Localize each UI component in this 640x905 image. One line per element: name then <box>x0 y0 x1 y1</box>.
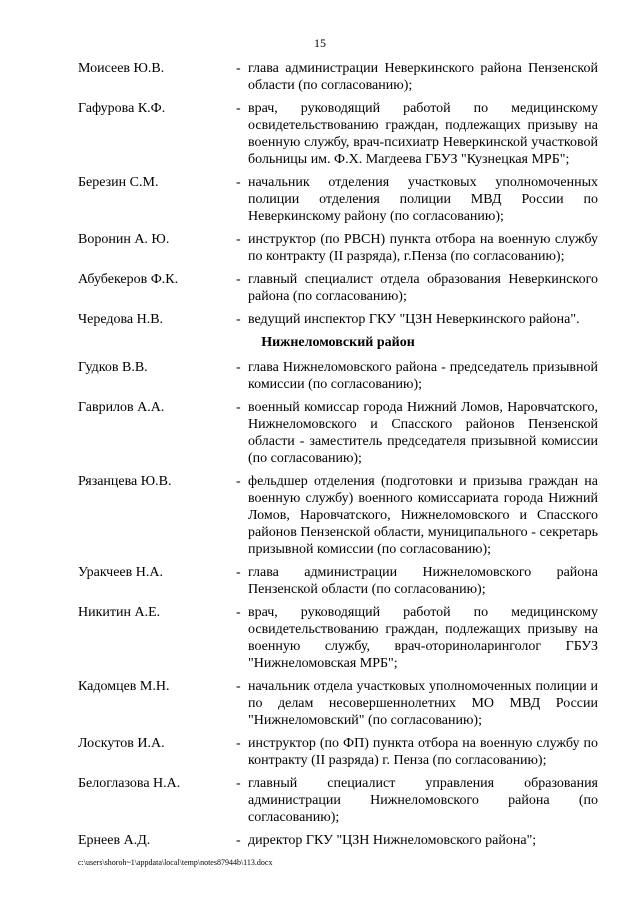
member-dash: - <box>236 474 241 489</box>
member-role: фельдшер отделения (подготовки и призыва граждан на военную службу) военного комиссариата города Нижний Ломов, Наровчатского, Нижнеломовского и Спасского районов Пензенской области, муниципального - секретарь призывной комиссии (по согласованию); <box>248 474 598 557</box>
member-dash: - <box>236 312 241 327</box>
member-row <box>78 231 598 265</box>
member-dash: - <box>236 175 241 190</box>
member-row <box>78 735 598 769</box>
member-role: начальник отдела участковых уполномоченных полиции и по делам несовершеннолетних МО МВД России "Нижнеломовский" (по согласованию); <box>248 679 598 728</box>
member-row <box>78 564 598 598</box>
member-role: инструктор (по ФП) пункта отбора на военную службу по контракту (II разряда) г. Пенза (по согласованию); <box>248 736 598 768</box>
member-dash: - <box>236 232 241 247</box>
member-role: ведущий инспектор ГКУ "ЦЗН Неверкинского района". <box>248 312 580 327</box>
member-name: Гудков В.В. <box>78 360 148 375</box>
member-row <box>78 832 598 849</box>
member-name: Лоскутов И.А. <box>78 736 165 751</box>
member-role: врач, руководящий работой по медицинскому освидетельствованию граждан, подлежащих призыву на военную службу, врач-оториноларинголог ГБУЗ "Нижнеломовская МРБ"; <box>248 605 598 671</box>
member-dash: - <box>236 61 241 76</box>
member-row <box>78 271 598 305</box>
member-name: Рязанцева Ю.В. <box>78 474 172 489</box>
member-row <box>78 311 598 328</box>
member-name: Кадомцев М.Н. <box>78 679 170 694</box>
member-name: Моисеев Ю.В. <box>78 61 165 76</box>
member-role: глава Нижнеломовского района - председатель призывной комиссии (по согласованию); <box>248 360 598 392</box>
member-name: Уракчеев Н.А. <box>78 565 163 580</box>
member-row <box>78 473 598 558</box>
member-role: военный комиссар города Нижний Ломов, Наровчатского, Нижнеломовского и Спасского районов Пензенской области - заместитель председателя призывной комиссии (по согласованию); <box>248 400 598 466</box>
member-dash: - <box>236 360 241 375</box>
member-row <box>78 604 598 672</box>
member-name: Гафурова К.Ф. <box>78 101 166 116</box>
member-role: главный специалист управления образования администрации Нижнеломовского района (по согласованию); <box>248 776 598 825</box>
member-dash: - <box>236 679 241 694</box>
member-row <box>78 60 598 94</box>
footer-file-path: c:\users\shoroh~1\appdata\local\temp\notes87944b\113.docx <box>78 858 273 867</box>
member-role: начальник отделения участковых уполномоченных полиции отделения полиции МВД России по Неверкинскому району (по согласованию); <box>248 175 598 224</box>
member-dash: - <box>236 776 241 791</box>
member-dash: - <box>236 605 241 620</box>
member-dash: - <box>236 833 241 848</box>
member-row <box>78 174 598 225</box>
member-row <box>78 359 598 393</box>
member-role: главный специалист отдела образования Неверкинского района (по согласованию); <box>248 272 598 304</box>
section-title: Нижнеломовский район <box>261 335 415 350</box>
member-dash: - <box>236 101 241 116</box>
member-role: директор ГКУ "ЦЗН Нижнеломовского района"; <box>248 833 537 848</box>
member-dash: - <box>236 272 241 287</box>
member-role: глава администрации Нижнеломовского района Пензенской области (по согласованию); <box>248 565 598 597</box>
member-name: Чередова Н.В. <box>78 312 164 327</box>
member-name: Гаврилов А.А. <box>78 400 165 415</box>
member-dash: - <box>236 565 241 580</box>
page-number: 15 <box>314 36 326 50</box>
member-name: Белоглазова Н.А. <box>78 776 181 791</box>
member-role: врач, руководящий работой по медицинскому освидетельствованию граждан, подлежащих призыву на военную службу, врач-психиатр Неверкинской участковой больницы им. Ф.Х. Магдеева ГБУЗ "Кузнецкая МРБ"; <box>248 101 598 167</box>
member-name: Воронин А. Ю. <box>78 232 170 247</box>
member-row <box>78 678 598 729</box>
member-dash: - <box>236 736 241 751</box>
member-name: Ернеев А.Д. <box>78 833 151 848</box>
member-name: Никитин А.Е. <box>78 605 161 620</box>
member-name: Березин С.М. <box>78 175 159 190</box>
member-dash: - <box>236 400 241 415</box>
member-name: Абубекеров Ф.К. <box>78 272 179 287</box>
member-list <box>78 60 598 855</box>
member-role: инструктор (по РВСН) пункта отбора на военную службу по контракту (II разряда), г.Пенза (по согласованию); <box>248 232 598 264</box>
member-row <box>78 775 598 826</box>
member-row <box>78 100 598 168</box>
member-row <box>78 399 598 467</box>
member-role: глава администрации Неверкинского района Пензенской области (по согласованию); <box>248 61 598 93</box>
